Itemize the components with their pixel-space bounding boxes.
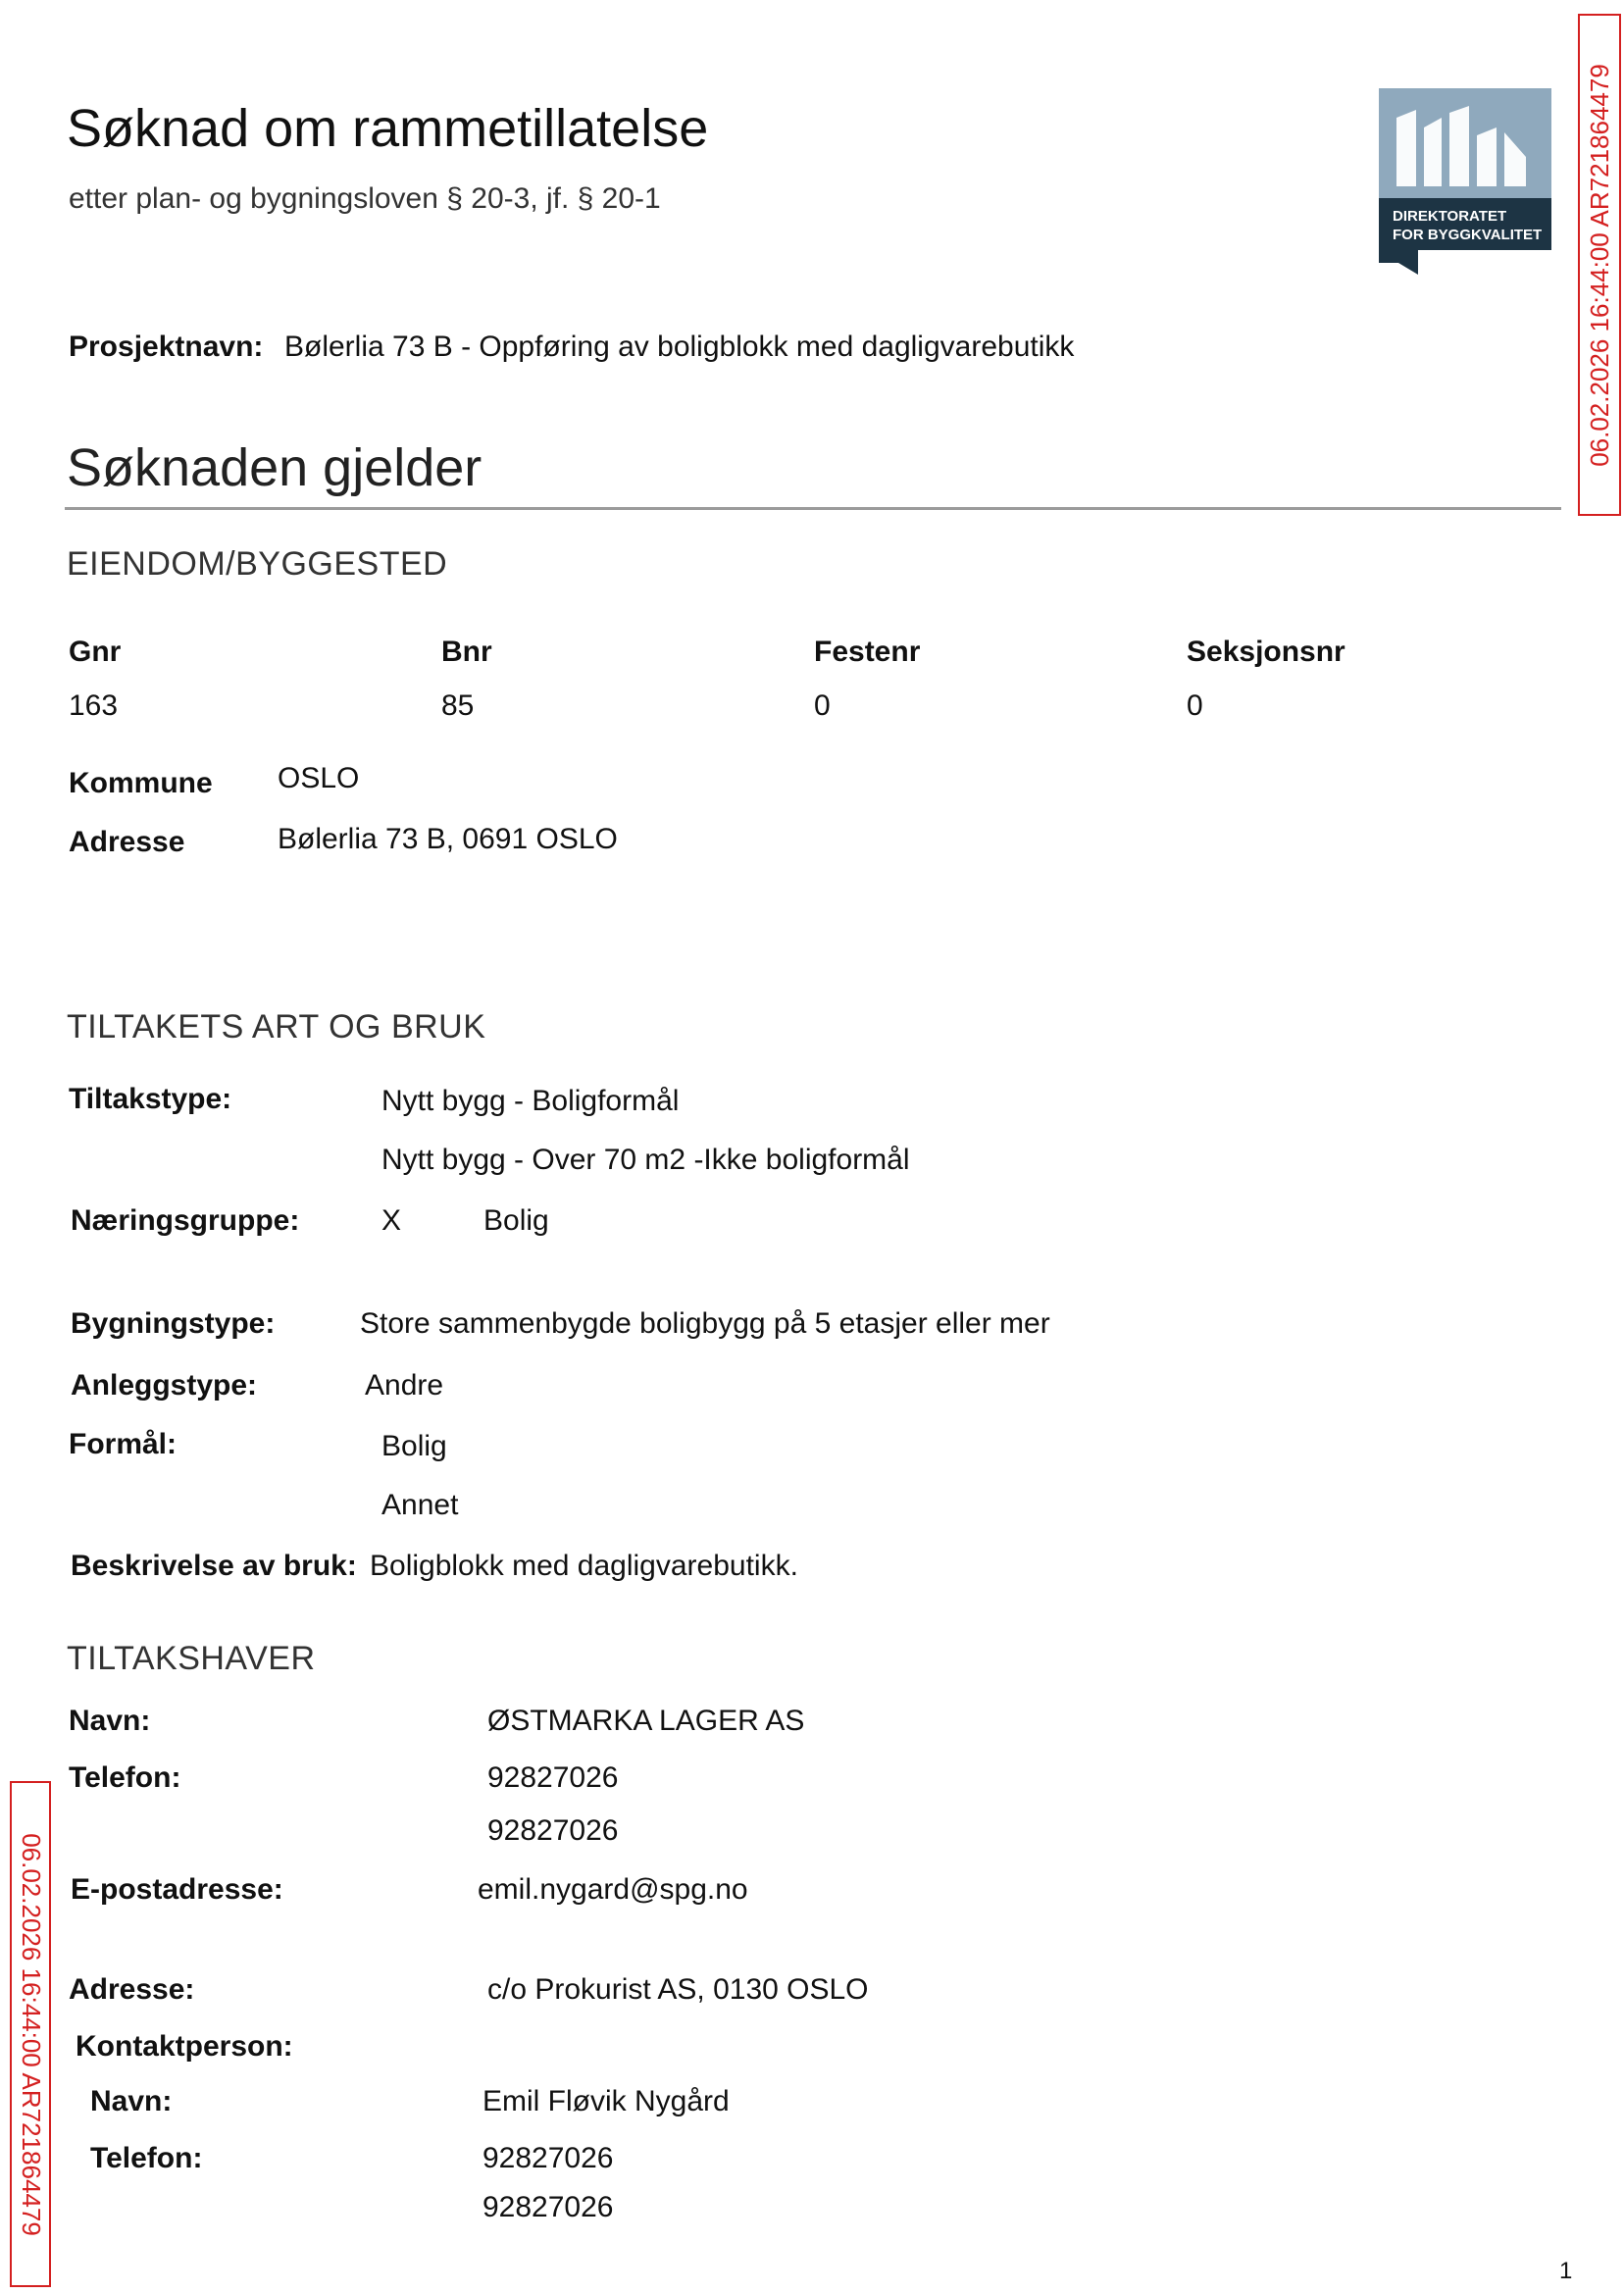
formal-label: Formål: [69, 1428, 178, 1460]
seksjonsnr-label: Seksjonsnr [1187, 636, 1345, 668]
received-stamp-top-text: 06.02.2026 16:44:00 AR721864479 [1584, 63, 1614, 467]
tiltakshaver-heading: TILTAKSHAVER [67, 1640, 316, 1677]
bygningstype-label: Bygningstype: [71, 1307, 276, 1340]
naeringsgruppe-value: Bolig [483, 1204, 549, 1237]
adresse-label: Adresse [69, 826, 185, 858]
epost-label: E-postadresse: [71, 1873, 283, 1906]
property-heading: EIENDOM/BYGGESTED [67, 545, 448, 583]
anleggstype-label: Anleggstype: [71, 1369, 258, 1402]
document-subtitle: etter plan- og bygningsloven § 20-3, jf. § 20-1 [69, 182, 661, 215]
naeringsgruppe-code: X [381, 1204, 402, 1237]
bnr-label: Bnr [441, 636, 492, 668]
document-title: Søknad om rammetillatelse [67, 99, 709, 158]
adresse-value: Bølerlia 73 B, 0691 OSLO [278, 823, 618, 855]
received-stamp-top [1578, 14, 1621, 516]
kontakt-telefon-value-1: 92827026 [482, 2142, 614, 2174]
festenr-value: 0 [814, 689, 831, 722]
kontakt-telefon-label: Telefon: [90, 2142, 203, 2174]
festenr-label: Festenr [814, 636, 921, 668]
epost-value: emil.nygard@spg.no [478, 1873, 748, 1906]
tiltakshaver-adresse-value: c/o Prokurist AS, 0130 OSLO [487, 1973, 869, 2006]
naeringsgruppe-label: Næringsgruppe: [71, 1204, 300, 1237]
kommune-value: OSLO [278, 762, 360, 794]
tiltakshaver-adresse-label: Adresse: [69, 1973, 195, 2006]
tiltak-heading: TILTAKETS ART OG BRUK [67, 1008, 486, 1045]
gnr-value: 163 [69, 689, 119, 722]
tiltakshaver-navn-label: Navn: [69, 1705, 151, 1737]
tiltakstype-value-1: Nytt bygg - Boligformål [381, 1085, 680, 1117]
gnr-label: Gnr [69, 636, 122, 668]
kommune-label: Kommune [69, 767, 213, 799]
page-number: 1 [1559, 2258, 1573, 2284]
formal-value-1: Bolig [381, 1430, 447, 1462]
tiltakshaver-telefon-value-1: 92827026 [487, 1761, 619, 1794]
tiltakstype-value-2: Nytt bygg - Over 70 m2 -Ikke boligformål [381, 1144, 910, 1176]
tiltakshaver-navn-value: ØSTMARKA LAGER AS [487, 1705, 805, 1737]
kontakt-navn-value: Emil Fløvik Nygård [482, 2085, 730, 2117]
bygningstype-value: Store sammenbygde boligbygg på 5 etasjer eller mer [360, 1307, 1050, 1340]
received-stamp-left [10, 1781, 51, 2287]
bnr-value: 85 [441, 689, 475, 722]
anleggstype-value: Andre [365, 1369, 444, 1402]
kontakt-navn-label: Navn: [90, 2085, 173, 2117]
project-label: Prosjektnavn: [69, 331, 264, 363]
section-title: Søknaden gjelder [67, 438, 482, 497]
beskrivelse-value: Boligblokk med dagligvarebutikk. [370, 1550, 798, 1582]
tiltakshaver-telefon-value-2: 92827026 [487, 1814, 619, 1847]
received-stamp-left-text: 06.02.2026 16:44:00 AR721864479 [16, 1832, 46, 2236]
logo-text-line1: DIREKTORATET [1393, 208, 1507, 225]
beskrivelse-label: Beskrivelse av bruk: [71, 1550, 357, 1582]
formal-value-2: Annet [381, 1489, 459, 1521]
section-divider [65, 507, 1561, 510]
kontakt-telefon-value-2: 92827026 [482, 2191, 614, 2223]
kontaktperson-label: Kontaktperson: [76, 2030, 293, 2063]
tiltakstype-label: Tiltakstype: [69, 1083, 232, 1115]
dibk-logo [1379, 88, 1551, 275]
tiltakshaver-telefon-label: Telefon: [69, 1761, 181, 1794]
seksjonsnr-value: 0 [1187, 689, 1203, 722]
logo-text-line2: FOR BYGGKVALITET [1393, 227, 1543, 243]
project-value: Bølerlia 73 B - Oppføring av boligblokk med dagligvarebutikk [284, 331, 1075, 363]
